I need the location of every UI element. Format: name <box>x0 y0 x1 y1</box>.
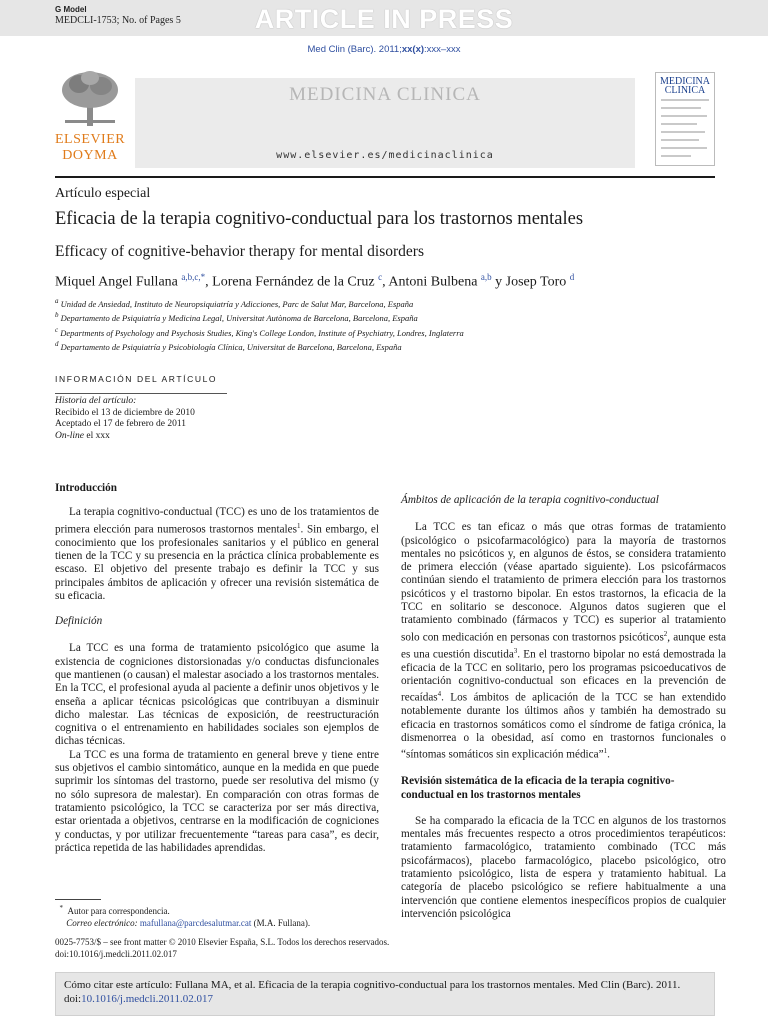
top-banner <box>0 0 768 36</box>
article-info-heading: INFORMACIÓN DEL ARTÍCULO <box>55 374 218 384</box>
author: Miquel Angel Fullana <box>55 274 182 290</box>
affiliation: $^a$ Unidad de Ansiedad, Instituto de Neuropsiquiatría y Adicciones, Parc de Salut Mar, Barcelona, España <box>55 297 414 309</box>
author-list: Miquel Angel Fullana $^{a,b,c,*}$, Lorena Fernández de la Cruz $^c$, Antoni Bulbena $^{a,b}$ y Josep Toro $^d$ <box>55 272 575 290</box>
section-type: Artículo especial <box>55 186 151 201</box>
copyright-notice: 0025-7753/$ – see front matter © 2010 Elsevier España, S.L. Todos los derechos reservados. doi:10.1016/j.medcli.2011.02.017 <box>55 937 390 959</box>
doi-text: doi:10.1016/j.medcli.2011.02.017 <box>55 948 177 959</box>
applications-heading: Ámbitos de aplicación de la terapia cognitivo-conductual <box>401 494 659 506</box>
publisher-name-1: ELSEVIER <box>55 132 126 147</box>
journal-url[interactable]: www.elsevier.es/medicinaclinica <box>276 150 494 161</box>
g-model-label: G Model <box>55 5 87 14</box>
manuscript-id: MEDCLI-1753; No. of Pages 5 <box>55 15 181 26</box>
author-affiliation-marks: a,b <box>480 272 492 282</box>
author: Josep Toro <box>505 274 570 290</box>
title-english: Efficacy of cognitive-behavior therapy for mental disorders <box>55 243 424 260</box>
journal-title: MEDICINA CLINICA <box>289 84 481 105</box>
title-spanish: Eficacia de la terapia cognitivo-conductual para los trastornos mentales <box>55 209 584 229</box>
header-rule <box>55 176 715 178</box>
author-affiliation-marks: a,b,c,* <box>181 272 206 282</box>
definition-paragraph-1: La TCC es una forma de tratamiento psicológico que asume la existencia de cogniciones distorsionadas y/o conductas disfuncionales que mantienen (o causan) el malestar asociado a los trastornos mentales. En la TCC, el profesional ayuda al paciente a definir unos objetivos y le enseña a aplicar técnicas psicológicas que contribuyan a disminuir dicho malestar. Las técnicas de exposición, de reestructuración cognitiva o el entrenamiento en habilidades sociales son ejemplos de dichas técnicas. <box>55 642 380 748</box>
journal-cover-thumbnail <box>655 72 715 166</box>
right-column <box>401 494 726 921</box>
definition-paragraph-2: La TCC es una forma de tratamiento en general breve y tiene entre sus objetivos el cambio sintomático, aunque en la medida en que puede suprimir los síntomas del trastorno, puede ser resolutiva del mismo (y no sólo supresora de malestar). En comparación con otras formas de tratamiento psicológico, la TCC se caracteriza por ser más directiva, estar orientada a objetivos, centrarse en la modificación de cogniciones y conductas, y por utilizar frecuentemente “tareas para casa”, es decir, práctica repetida de las habilidades aprendidas. <box>55 748 379 854</box>
left-column <box>55 482 379 855</box>
journal-reference: Med Clin (Barc). 2011;xx(x):xxx–xxx <box>307 44 461 55</box>
article-in-press: ARTICLE IN PRESS <box>254 4 514 34</box>
cover-title: MEDICINA CLINICA <box>660 76 710 96</box>
intro-paragraph: La terapia cognitivo-conductual (TCC) es uno de los tratamientos de primera elección para numerosos trastornos mentales$^1$. Sin embargo, el conocimiento que los profesionales sanitarios y el público en general tienen de la TCC y su presencia en la práctica clínica probablemente es escaso. El objetivo del presente trabajo es definir la TCC y sus principales ámbitos de aplicación y ofrecer una revisión sistemática de su eficacia. <box>55 506 379 602</box>
footnote-rule <box>55 899 101 900</box>
journal-header <box>55 70 715 170</box>
corresponding-author-note: * Autor para correspondencia. Correo electrónico: mafullana@parcdesalutmar.cat (M.A. Fullana). <box>59 904 311 928</box>
publisher-logo <box>55 70 125 168</box>
affiliation: $^b$ Departamento de Psiquiatría y Medicina Legal, Universitat Autònoma de Barcelona, Barcelona, España <box>55 311 418 324</box>
author: Antoni Bulbena <box>388 274 481 290</box>
definition-heading: Definición <box>55 615 103 628</box>
affiliation: $^c$ Departments of Psychology and Psychosis Studies, King's College London, Institute of Psychiatry, Londres, Inglaterra <box>55 325 464 338</box>
citation-box: Cómo citar este artículo: Fullana MA, et al. Eficacia de la terapia cognitivo-conductual para los trastornos mentales. Med Clin (Barc). 2011. doi:10.1016/j.medcli.2011.02.017 <box>55 972 715 1016</box>
email-link[interactable]: mafullana@parcdesalutmar.cat <box>139 917 252 928</box>
author: Lorena Fernández de la Cruz <box>212 274 379 290</box>
author-affiliation-marks: c <box>378 272 383 282</box>
doi-link[interactable]: 10.1016/j.medcli.2011.02.017 <box>81 992 214 1005</box>
tree-logo-icon <box>59 70 121 128</box>
article-info-rule <box>55 393 227 394</box>
article-history: Historia del artículo: Recibido el 13 de diciembre de 2010 Aceptado el 17 de febrero de 2011 On-line el xxx <box>55 396 195 441</box>
affiliation: $^d$ Departamento de Psiquiatría y Psicobiología Clínica, Universitat de Barcelona, Barcelona, España <box>55 339 402 352</box>
publisher-name-2: DOYMA <box>62 148 118 163</box>
author-affiliation-marks: d <box>569 272 575 282</box>
affiliations <box>55 296 464 353</box>
applications-paragraph: La TCC es tan eficaz o más que otras formas de tratamiento (psicológico o psicofarmacológico) para la mayoría de trastornos mentales no psicóticos y, en algunos de éstos, se considera tratamiento de primera elección (véase apartado siguiente). Los psicofármacos continúan siendo el tratamiento de primera elección para los trastornos psicóticos y el trastorno bipolar. En estos trastornos, la eficacia de la TCC en solitario se desconoce. Algunos datos sugieren que el tratamiento combinado (fármacos y TCC) es superior al tratamiento solo con medicación en personas con trastornos psicóticos$^2$, aunque esta es una cuestión discutida$^3$. En el trastorno bipolar no está demostrada la eficacia de la TCC en solitario, pero los programas psicoeducativos de orientación cognitivo-conductual son eficaces en la prevención de recaídas$^4$. Los ámbitos de aplicación de la TCC se han extendido notablemente durante los últimos años y también ha demostrado su eficacia en trastornos somáticos como el síndrome de fatiga crónica, la dismenorrea o la obesidad, así como en trastornos funcionales o “síntomas somáticos sin explicación médica”$^1$. <box>401 521 726 761</box>
review-paragraph: Se ha comparado la eficacia de la TCC en algunos de los trastornos mentales más frecuentes respecto a otros procedimientos terapéuticos: tratamiento farmacológico, tratamiento combinado (TCC más psicofármacos), placebo farmacológico, placebo psicológico, otro tratamiento psicológico, lista de espera y tratamiento habitual. La categoría de placebo psicológico se refiere habitualmente a una intervención que contiene elementos inespecíficos propios de cualquier intervención psicológica <box>401 814 726 920</box>
intro-heading: Introducción <box>55 482 117 494</box>
review-heading: Revisión sistemática de la eficacia de la terapia cognitivo-conductual en los trastornos mentales <box>401 775 675 801</box>
